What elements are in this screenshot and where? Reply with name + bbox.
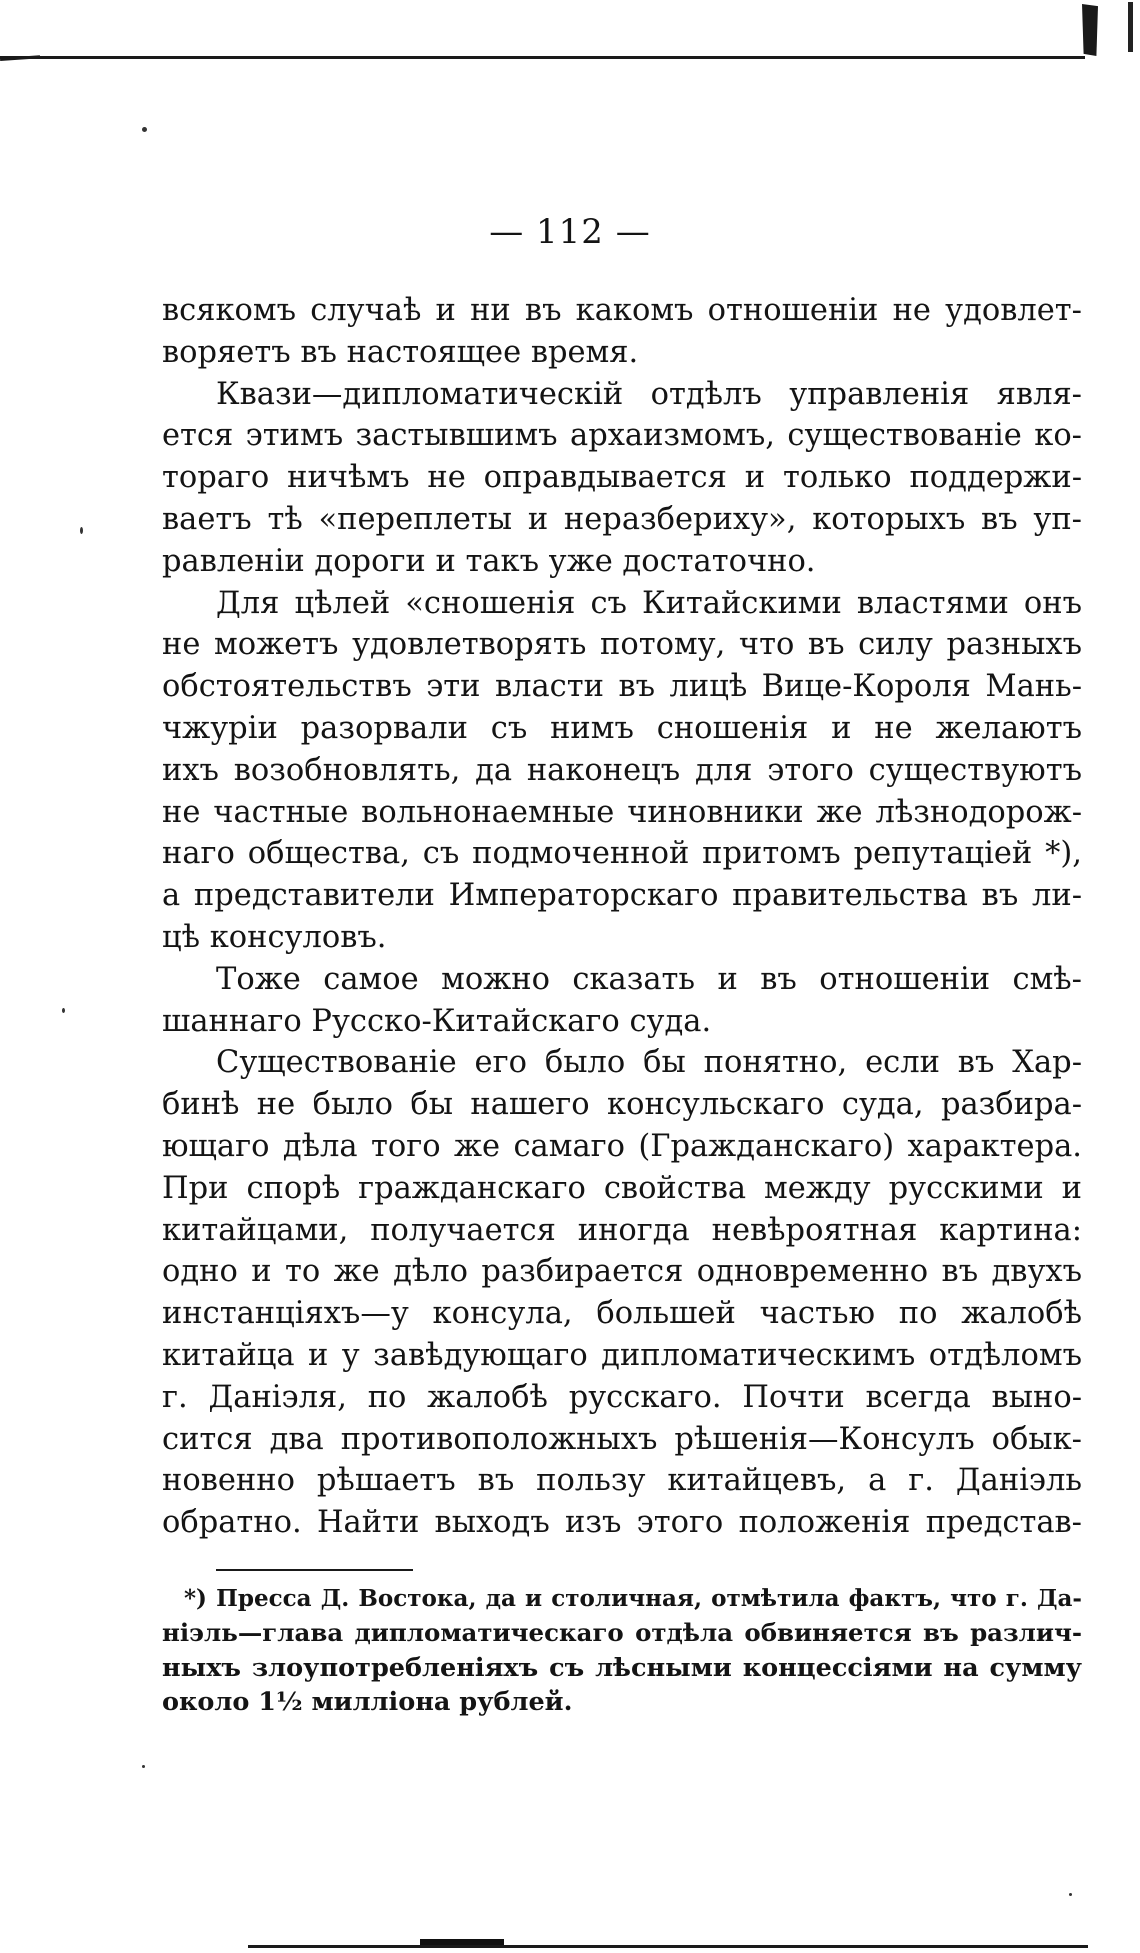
paragraph — [162, 1042, 1082, 1544]
text-line: цѣ консуловъ. — [162, 919, 387, 955]
text-line: не частные вольнонаемные чиновники же лѣзнодорож- — [162, 794, 1082, 830]
paragraph — [162, 583, 1082, 959]
text-line: одно и то же дѣло разбирается одновременно въ двухъ — [162, 1254, 1082, 1290]
text-line: При спорѣ гражданскаго свойства между русскими и — [162, 1170, 1082, 1206]
text-line: новенно рѣшаетъ въ пользу китайцевъ, а г. Даніэль — [162, 1463, 1082, 1499]
footnote-line: *) Пресса Д. Востока, да и столичная, отмѣтила фактъ, что г. Да- — [184, 1585, 1082, 1612]
footnote-line: ныхъ злоупотребленіяхъ съ лѣсными концессіями на сумму — [162, 1652, 1082, 1683]
text-line: чжуріи разорвали съ нимъ сношенія и не желаютъ — [162, 710, 1082, 746]
text-line: ется этимъ застывшимъ архаизмомъ, существованіе ко- — [162, 418, 1082, 454]
text-line: ющаго дѣла того же самаго (Гражданскаго) характера. — [162, 1128, 1082, 1164]
scan-edge-mark — [1082, 4, 1098, 56]
page-number: — 112 — — [489, 212, 651, 252]
text-line: инстанціяхъ—у консула, большей частью по жалобѣ — [162, 1296, 1082, 1332]
text-line: равленіи дороги и такъ уже достаточно. — [162, 543, 816, 579]
scan-speck — [80, 527, 83, 534]
text-line: ваетъ тѣ «переплеты и неразбериху», которыхъ въ уп- — [162, 501, 1082, 537]
text-line: обратно. Найти выходъ изъ этого положенія представ- — [162, 1505, 1082, 1541]
body-text — [162, 290, 1082, 1544]
text-line: китайца и у завѣдующаго дипломатическимъ отдѣломъ — [162, 1337, 1082, 1373]
paragraph — [162, 374, 1082, 583]
text-line: наго общества, съ подмоченной притомъ репутаціей *), — [162, 836, 1082, 872]
footnote-line: около 1½ милліона рублей. — [162, 1686, 573, 1717]
text-line: Существованіе его было бы понятно, если въ Хар- — [216, 1045, 1082, 1081]
text-line: ихъ возобновлять, да наконецъ для этого существуютъ — [162, 752, 1082, 788]
scan-speck — [142, 127, 147, 132]
scan-edge-line — [1128, 2, 1133, 52]
footnote — [162, 1582, 1082, 1719]
scan-bottom-rule-thick — [420, 1939, 504, 1945]
text-line: не можетъ удовлетворять потому, что въ силу разныхъ — [162, 627, 1082, 663]
text-line: сится два противоположныхъ рѣшенія—Консулъ обык- — [162, 1421, 1082, 1457]
scan-speck — [142, 1765, 145, 1768]
footnote-line: ніэль—глава дипломатическаго отдѣла обвиняется въ различ- — [162, 1618, 1082, 1648]
text-line: китайцами, получается иногда невѣроятная картина: — [162, 1212, 1082, 1248]
scan-top-rule — [0, 56, 1085, 59]
scan-speck — [62, 1008, 65, 1013]
text-line: всякомъ случаѣ и ни въ какомъ отношеніи не удовлет- — [162, 293, 1082, 328]
text-line: а представители Императорскаго правительства въ ли- — [162, 878, 1082, 914]
text-line: воряетъ въ настоящее время. — [162, 334, 639, 370]
footnote-divider — [216, 1569, 413, 1571]
text-line: бинѣ не было бы нашего консульскаго суда, разбира- — [162, 1087, 1082, 1123]
text-line: тораго ничѣмъ не оправдывается и только поддержи- — [162, 460, 1082, 496]
text-line: Квази—дипломатическій отдѣлъ управленія явля- — [216, 376, 1082, 412]
text-line: Тоже самое можно сказать и въ отношеніи смѣ- — [216, 961, 1082, 997]
scan-speck — [1069, 1893, 1072, 1896]
text-line: обстоятельствъ эти власти въ лицѣ Вице-Короля Мань- — [162, 669, 1082, 705]
scan-bottom-rule — [248, 1945, 1088, 1948]
paragraph — [162, 959, 1082, 1043]
text-line: Для цѣлей «сношенія съ Китайскими властями онъ — [216, 585, 1082, 621]
text-line: г. Даніэля, по жалобѣ русскаго. Почти всегда выно- — [162, 1379, 1082, 1415]
paragraph — [162, 290, 1082, 374]
text-line: шаннаго Русско-Китайскаго суда. — [162, 1003, 712, 1039]
